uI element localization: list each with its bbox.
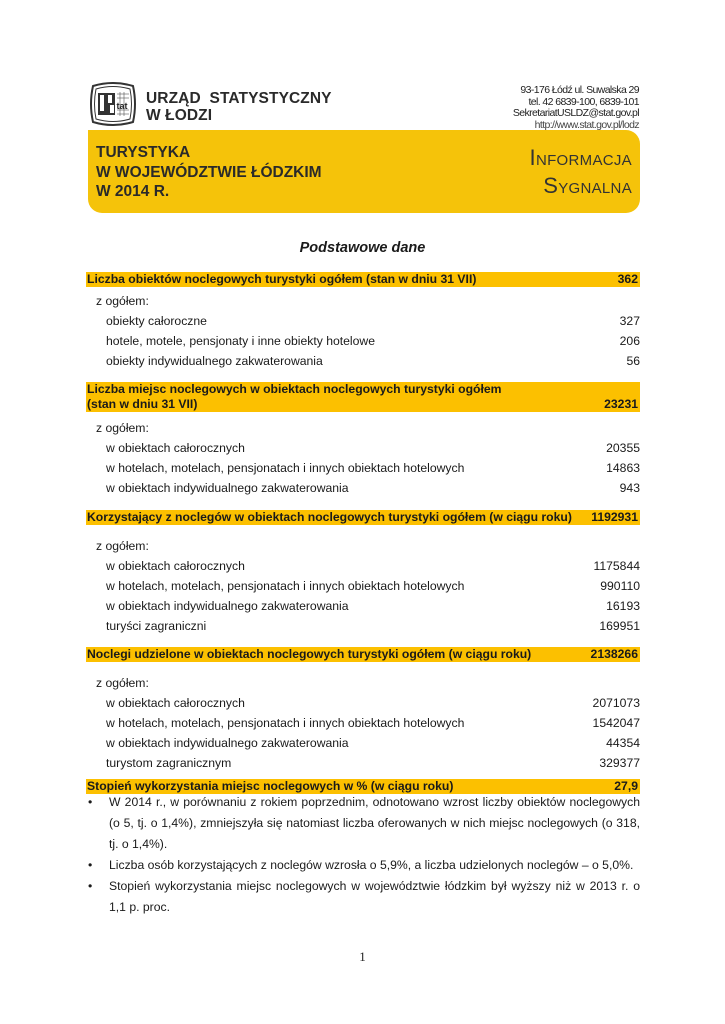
- page-number: 1: [359, 949, 366, 964]
- table-header-row-guests: [86, 510, 640, 525]
- summary-bullets: [86, 792, 640, 918]
- table-header-row-nights: [86, 647, 640, 662]
- row-value: 27,9: [614, 779, 638, 793]
- row-label: Liczba obiektów noclegowych turystyki ogółem (stan w dniu 31 VII): [87, 272, 477, 286]
- institution-name: [146, 90, 332, 124]
- row-value: 2138266: [590, 647, 638, 661]
- section-title: Podstawowe dane: [299, 240, 426, 256]
- table-row: w hotelach, motelach, pensjonatach i innych obiektach hotelowych 990110: [106, 579, 640, 593]
- publication-type-line1: Informacja: [529, 145, 632, 170]
- table-row: w obiektach indywidualnego zakwaterowania 16193: [106, 599, 640, 613]
- row-label: Noclegi udzielone w obiektach noclegowych turystyki ogółem (w ciągu roku): [87, 647, 532, 661]
- publication-title: [96, 143, 322, 202]
- table-row: turystom zagranicznym 329377: [106, 756, 640, 770]
- row-value: 1192931: [591, 510, 638, 524]
- table-row: turyści zagraniczni 169951: [106, 619, 640, 633]
- publication-title-line3: W 2014 R.: [96, 183, 170, 200]
- row-value: 362: [617, 272, 638, 286]
- table-row: w obiektach całorocznych 20355: [106, 441, 640, 455]
- table-row: hotele, motele, pensjonaty i inne obiekty hotelowe 206: [106, 334, 640, 348]
- row-value: 23231: [604, 397, 638, 411]
- publication-type-line2: Sygnalna: [543, 173, 632, 198]
- svg-text:tat: tat: [116, 101, 128, 111]
- of-which-label: z ogółem:: [96, 294, 149, 308]
- table-row: w hotelach, motelach, pensjonatach i innych obiektach hotelowych 1542047: [106, 716, 640, 730]
- contact-email[interactable]: SekretariatUSLDZ@stat.gov.pl: [512, 107, 639, 119]
- table-row: obiekty indywidualnego zakwaterowania 56: [106, 354, 640, 368]
- bullet-icon: •: [88, 879, 93, 893]
- table-row: w obiektach całorocznych 2071073: [106, 696, 640, 710]
- row-label: Korzystający z noclegów w obiektach noclegowych turystyki ogółem (w ciągu roku): [87, 510, 572, 524]
- of-which-label: z ogółem:: [96, 539, 149, 553]
- contact-address: 93-176 Łódź ul. Suwalska 29: [520, 84, 639, 96]
- table-header-row-objects: [86, 272, 640, 287]
- publication-title-line2: W WOJEWÓDZTWIE ŁÓDZKIM: [96, 163, 322, 181]
- contact-url[interactable]: http://www.stat.gov.pl/lodz: [534, 118, 639, 131]
- row-label: Stopień wykorzystania miejsc noclegowych w % (w ciągu roku): [87, 779, 454, 793]
- table-header-row-beds: [86, 382, 640, 412]
- of-which-label: z ogółem:: [96, 421, 149, 435]
- table-row: w obiektach indywidualnego zakwaterowania 943: [106, 481, 640, 495]
- bullet-item: • Liczba osób korzystających z noclegów wzrosła o 5,9%, a liczba udzielonych noclegów – o 5,0%.: [86, 855, 640, 876]
- institution-name-line1: URZĄD STATYSTYCZNY: [146, 90, 332, 107]
- table-row: w hotelach, motelach, pensjonatach i innych obiektach hotelowych 14863: [106, 461, 640, 475]
- ustat-logo-icon: [89, 82, 137, 126]
- bullet-item: • W 2014 r., w porównaniu z rokiem poprzednim, odnotowano wzrost liczby obiektów noclegowych (o 5, tj. o 1,4%), zmniejszyła się natomiast liczba oferowanych w nich miejsc noclegowych (o 318, tj. o 1,4%).: [86, 792, 640, 855]
- contact-block: [513, 85, 639, 131]
- bullet-icon: •: [88, 795, 93, 809]
- contact-phone: tel. 42 6839-100, 6839-101: [528, 95, 639, 108]
- table-row: obiekty całoroczne 327: [106, 314, 640, 328]
- bullet-item: • Stopień wykorzystania miejsc noclegowych w województwie łódzkim był wyższy niż w 2013 r. o 1,1 p. proc.: [86, 876, 640, 918]
- table-row: w obiektach indywidualnego zakwaterowania 44354: [106, 736, 640, 750]
- table-row: w obiektach całorocznych 1175844: [106, 559, 640, 573]
- bullet-icon: •: [88, 858, 93, 872]
- basic-data-table: [86, 272, 640, 794]
- publication-title-line1: TURYSTYKA: [96, 144, 191, 161]
- of-which-label: z ogółem:: [96, 676, 149, 690]
- institution-name-line2: W ŁODZI: [146, 107, 213, 124]
- publication-type: [530, 144, 632, 200]
- row-label: Liczba miejsc noclegowych w obiektach noclegowych turystyki ogółem (stan w dniu 31 VII): [87, 382, 502, 411]
- title-banner: [88, 130, 640, 213]
